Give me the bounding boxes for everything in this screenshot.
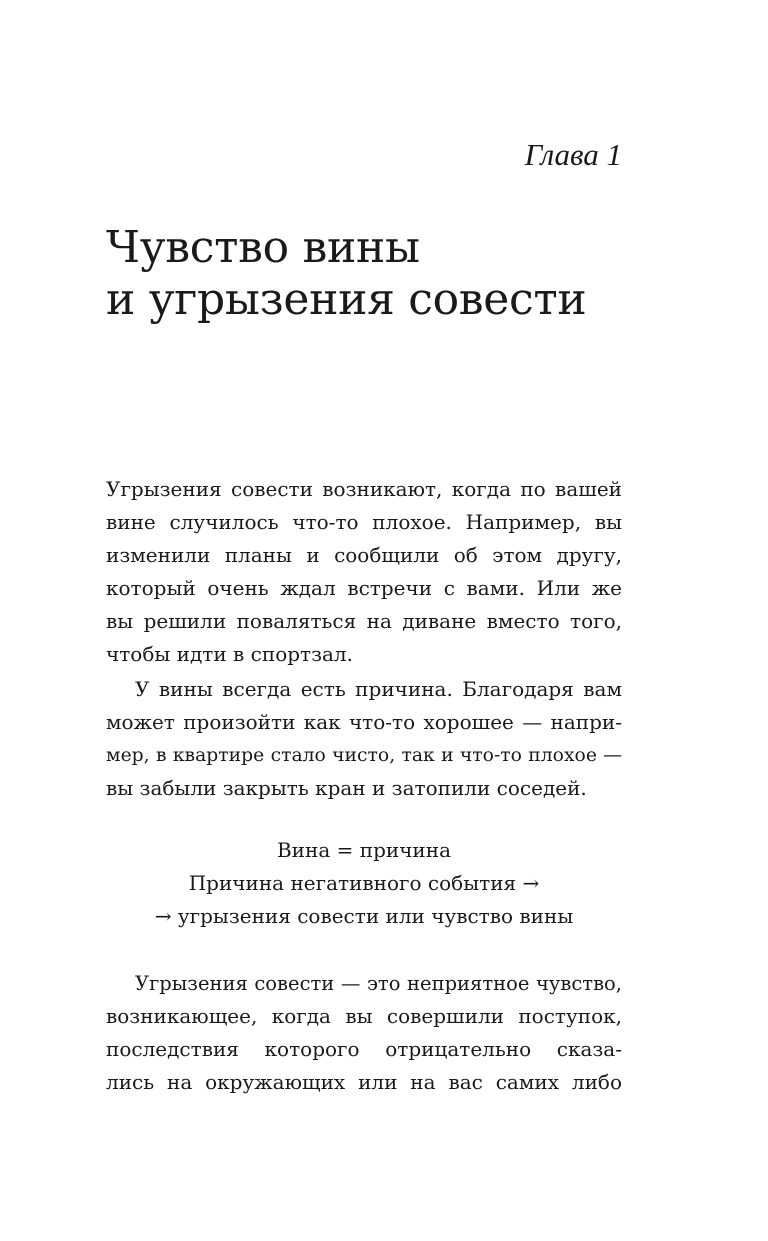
paragraph-1-line: изменили планы и сообщили об этом другу, xyxy=(106,543,622,567)
paragraph-1 xyxy=(106,473,622,671)
paragraph-2-line: У вины всегда есть причина. Благодаря вам xyxy=(135,677,622,701)
paragraph-1-line: Угрызения совести возникают, когда по вашей xyxy=(106,477,622,501)
paragraph-1-line: который очень ждал встречи с вами. Или же xyxy=(106,576,622,600)
formula-line: → угрызения совести или чувство вины xyxy=(154,904,574,928)
paragraph-1-line: вине случилось что-то плохое. Например, вы xyxy=(106,510,622,534)
paragraph-3-line: последствия которого отрицательно сказа- xyxy=(106,1037,622,1061)
paragraph-2-line: вы забыли закрыть кран и затопили соседей. xyxy=(106,776,587,800)
paragraph-3 xyxy=(106,967,622,1099)
paragraph-1-line: чтобы идти в спортзал. xyxy=(106,642,353,666)
chapter-label: Глава 1 xyxy=(524,137,622,172)
chapter-title-line-1: Чувство вины xyxy=(106,222,420,273)
paragraph-3-line: лись на окружающих или на вас самих либо xyxy=(106,1070,622,1094)
paragraph-2 xyxy=(106,673,622,805)
formula-block xyxy=(106,834,622,933)
chapter-title xyxy=(106,222,586,326)
paragraph-3-line: Угрызения совести — это неприятное чувство, xyxy=(135,972,622,995)
chapter-title-line-2: и угрызения совести xyxy=(106,274,587,325)
paragraph-1-line: вы решили поваляться на диване вместо того, xyxy=(106,609,622,633)
formula-line: Причина негативного события → xyxy=(188,871,540,895)
paragraph-2-line: мер, в квартире стало чисто, так и что-то плохое — xyxy=(106,745,622,766)
formula-line: Вина = причина xyxy=(276,838,452,862)
paragraph-2-line: может произойти как что-то хорошее — напри- xyxy=(106,710,622,734)
paragraph-3-line: возникающее, когда вы совершили поступок, xyxy=(106,1004,622,1028)
book-page xyxy=(106,0,622,1241)
